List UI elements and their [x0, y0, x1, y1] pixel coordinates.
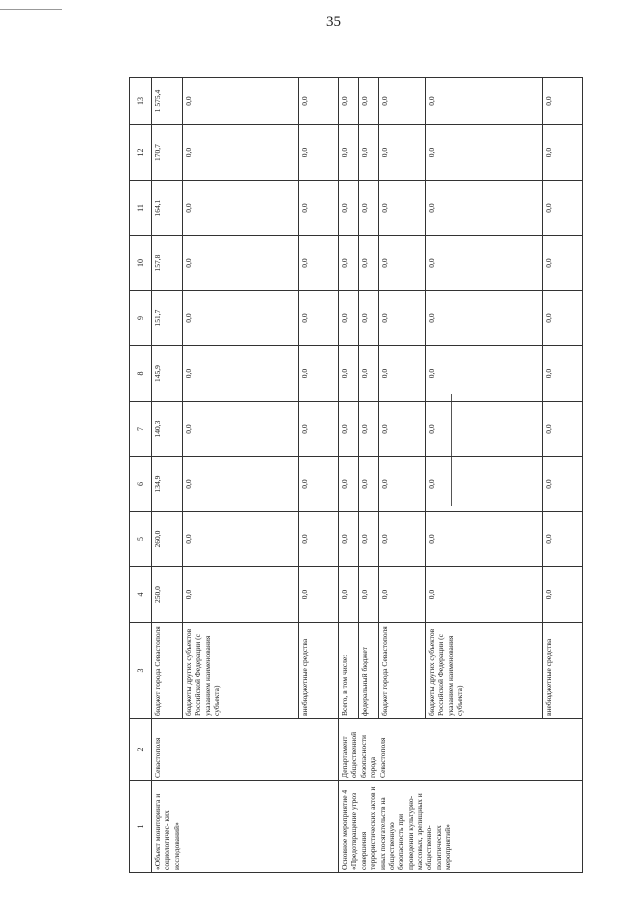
value-cell: 0,0: [299, 236, 339, 291]
value-cell: 260,0: [152, 512, 183, 567]
value-cell: 0,0: [543, 125, 583, 181]
value-cell: 0,0: [183, 291, 299, 346]
value-cell: 0,0: [359, 78, 379, 125]
value-cell: 0,0: [183, 402, 299, 457]
value-cell: 0,0: [543, 457, 583, 512]
value-cell: 0,0: [339, 402, 359, 457]
value-cell: 134,9: [152, 457, 183, 512]
group2-col2-cell: Департамент общественной безопасности города Севастополя: [339, 719, 583, 781]
group1-col2-cell: Севастополя: [152, 719, 339, 781]
value-cell: 0,0: [339, 567, 359, 623]
rotated-table-container: [129, 78, 553, 873]
header-cell-7: 7: [130, 402, 152, 457]
header-cell-3: 3: [130, 623, 152, 719]
value-cell: 0,0: [339, 457, 359, 512]
value-cell: 0,0: [183, 236, 299, 291]
value-cell: 0,0: [339, 291, 359, 346]
header-cell-5: 5: [130, 512, 152, 567]
value-cell: 0,0: [379, 78, 426, 125]
value-cell: 0,0: [379, 346, 426, 402]
header-cell-11: 11: [130, 181, 152, 236]
value-cell: 0,0: [426, 402, 543, 457]
value-cell: 0,0: [543, 236, 583, 291]
value-cell: 1 575,4: [152, 78, 183, 125]
value-cell: 0,0: [426, 291, 543, 346]
header-cell-9: 9: [130, 291, 152, 346]
value-cell: 0,0: [183, 346, 299, 402]
value-cell: 0,0: [339, 512, 359, 567]
value-cell: 0,0: [359, 125, 379, 181]
value-cell: 0,0: [379, 291, 426, 346]
value-cell: 0,0: [359, 181, 379, 236]
value-cell: 0,0: [359, 402, 379, 457]
funding-source-cell: внебюджетные средства: [543, 623, 583, 719]
value-cell: 0,0: [543, 181, 583, 236]
value-cell: 0,0: [299, 402, 339, 457]
value-cell: 0,0: [379, 512, 426, 567]
value-cell: 0,0: [299, 78, 339, 125]
header-cell-12: 12: [130, 125, 152, 181]
value-cell: 0,0: [426, 125, 543, 181]
value-cell: 0,0: [543, 78, 583, 125]
value-cell: 145,9: [152, 346, 183, 402]
table-row: [339, 78, 359, 873]
value-cell: 0,0: [359, 291, 379, 346]
header-cell-4: 4: [130, 567, 152, 623]
funding-source-cell: бюджеты других субъектов Российской Федерации (с указанием наименования субъекта): [426, 623, 543, 719]
value-cell: 0,0: [339, 78, 359, 125]
value-cell: 0,0: [379, 125, 426, 181]
funding-source-cell: Всего, в том числе:: [339, 623, 359, 719]
value-cell: 0,0: [379, 457, 426, 512]
value-cell: 0,0: [359, 236, 379, 291]
value-cell: 170,7: [152, 125, 183, 181]
table-row: [152, 78, 183, 873]
header-cell-8: 8: [130, 346, 152, 402]
value-cell: 0,0: [379, 402, 426, 457]
value-cell: 0,0: [183, 78, 299, 125]
funding-source-cell: бюджеты других субъектов Российской Федерации (с указанием наименования субъекта): [183, 623, 299, 719]
value-cell: 164,1: [152, 181, 183, 236]
value-cell: 0,0: [543, 291, 583, 346]
budget-table: [129, 77, 583, 873]
value-cell: 0,0: [359, 512, 379, 567]
funding-source-cell: бюджет города Севастополя: [152, 623, 183, 719]
header-cell-1: 1: [130, 781, 152, 873]
value-cell: 250,0: [152, 567, 183, 623]
value-cell: 0,0: [299, 291, 339, 346]
value-cell: 0,0: [299, 125, 339, 181]
value-cell: 0,0: [339, 125, 359, 181]
header-cell-2: 2: [130, 719, 152, 781]
value-cell: 0,0: [379, 236, 426, 291]
value-cell: 0,0: [339, 346, 359, 402]
value-cell: 0,0: [543, 512, 583, 567]
value-cell: 0,0: [299, 567, 339, 623]
value-cell: 0,0: [543, 567, 583, 623]
value-cell: 0,0: [543, 402, 583, 457]
value-cell: 0,0: [183, 567, 299, 623]
funding-source-cell: федеральный бюджет: [359, 623, 379, 719]
value-cell: 0,0: [426, 457, 543, 512]
value-cell: 0,0: [379, 567, 426, 623]
value-cell: 0,0: [543, 346, 583, 402]
group2-col1-cell: Основное мероприятие 4 «Предотвращение угроз совершения террористических актов и иных посягательств на общественную безопасность при проведении культурно- массовых, зрелищных и общественно- политических мероприятий»: [339, 781, 583, 873]
value-cell: 0,0: [183, 125, 299, 181]
value-cell: 0,0: [359, 567, 379, 623]
value-cell: 140,3: [152, 402, 183, 457]
value-cell: 0,0: [299, 181, 339, 236]
value-cell: 151,7: [152, 291, 183, 346]
value-cell: 0,0: [299, 457, 339, 512]
value-cell: 0,0: [299, 512, 339, 567]
value-cell: 0,0: [379, 181, 426, 236]
value-cell: 0,0: [183, 457, 299, 512]
header-cell-13: 13: [130, 78, 152, 125]
value-cell: 0,0: [426, 236, 543, 291]
value-cell: 0,0: [339, 181, 359, 236]
value-cell: 0,0: [183, 181, 299, 236]
value-cell: 0,0: [183, 512, 299, 567]
funding-source-cell: внебюджетные средства: [299, 623, 339, 719]
header-row: [130, 78, 152, 873]
header-cell-10: 10: [130, 236, 152, 291]
page-number: 35: [326, 14, 341, 30]
value-cell: 0,0: [426, 346, 543, 402]
value-cell: 0,0: [359, 346, 379, 402]
value-cell: 0,0: [426, 181, 543, 236]
value-cell: 157,8: [152, 236, 183, 291]
value-cell: 0,0: [339, 236, 359, 291]
corner-rule: [0, 9, 62, 10]
value-cell: 0,0: [426, 78, 543, 125]
header-cell-6: 6: [130, 457, 152, 512]
value-cell: 0,0: [359, 457, 379, 512]
funding-source-cell: бюджет города Севастополя: [379, 623, 426, 719]
value-cell: 0,0: [299, 346, 339, 402]
value-cell: 0,0: [426, 512, 543, 567]
group1-col1-cell: «Объект мониторинга и социологичес- ких исследований»: [152, 781, 339, 873]
value-cell: 0,0: [426, 567, 543, 623]
